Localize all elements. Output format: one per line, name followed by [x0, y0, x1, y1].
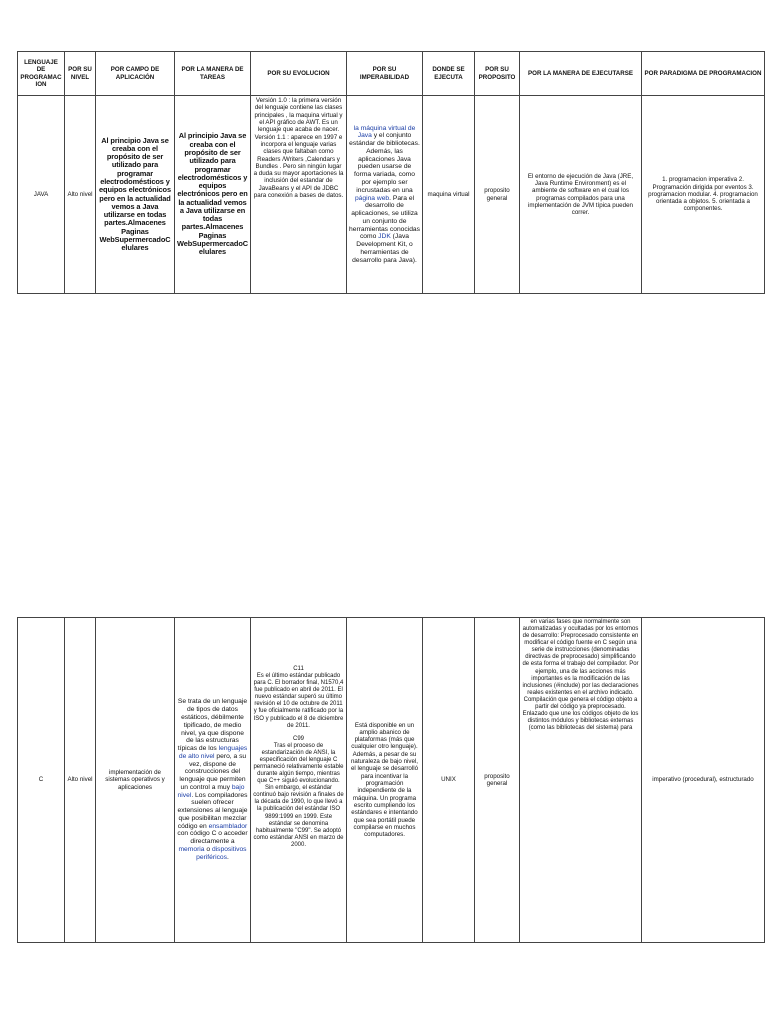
- header-manera: POR LA MANERA DE EJECUTARSE: [520, 52, 642, 96]
- link-bajo-nivel[interactable]: bajo nivel: [177, 783, 245, 799]
- c-row: [18, 618, 765, 943]
- java-imperabilidad: la máquina virtual de Java y el conjunto estándar de bibliotecas. Además, las aplicaciones Java pueden usarse de forma variada, como por ejemplo ser incrustadas en una página web. Para el desarrollo de aplicaciones, se utiliza un conjunto de herramientas conocidas como JDK (Java Development Kit, o herramientas de desarrollo para Java).: [347, 96, 423, 294]
- header-campo: POR CAMPO DE APLICACIÓN: [96, 52, 175, 96]
- header-row: [18, 52, 765, 96]
- java-manera: El entorno de ejecución de Java (JRE, Java Runtime Environment) es el ambiente de software en el cual los programas compilados para una implementación de JVM típica pueden correr.: [520, 96, 642, 294]
- c-tareas: Se trata de un lenguaje de tipos de datos estáticos, débilmente tipificado, de medio nivel, ya que dispone de las estructuras típicas de los lenguajes de alto nivel pero, a su vez, dispone de construcciones del lenguaje que permiten un control a muy bajo nivel. Los compiladores suelen ofrecer extensiones al lenguaje que posibilitan mezclar código en ensamblador con código C o acceder directamente a memoria o dispositivos periféricos.: [175, 618, 251, 943]
- c-evolucion: [251, 618, 347, 943]
- java-proposito: proposito general: [475, 96, 520, 294]
- header-ejecuta: DONDE SE EJECUTA: [423, 52, 475, 96]
- c-table: [17, 617, 765, 943]
- java-ejecuta: maquina virtual: [423, 96, 475, 294]
- c11-title: C11: [293, 666, 304, 672]
- link-dispositivos-perifericos[interactable]: dispositivos periféricos: [196, 846, 247, 861]
- header-lenguaje: LENGUAJE DE PROGRAMACION: [18, 52, 65, 96]
- link-ensamblador[interactable]: ensamblador: [208, 822, 248, 830]
- c-lenguaje: C: [18, 618, 65, 943]
- java-paradigma: 1. programacion imperativa 2. Programación dirigida por eventos 3. programacion modular. 4. programacion orientada a objetos. 5. orientada a componentes.: [642, 96, 765, 294]
- c-proposito: proposito general: [475, 618, 520, 943]
- header-nivel: POR SU NIVEL: [65, 52, 96, 96]
- java-evolucion: Versión 1.0 : la primera versión del lenguaje contiene las clases principales , la maquina virtual y el API gráfico de AWT. Es un lenguaje que acaba de nacer. Versión 1.1 : aparece en 1997 e incorpora el lenguaje varias clases que faltaban como Readers /Writers ,Calendars y Bundles . Pero sin ningún lugar a duda su mayor aportaciones la inclusión del estandar de JavaBeans y el API de JDBC para conexión a bases de datos.: [251, 96, 347, 294]
- header-tareas: POR LA MANERA DE TAREAS: [175, 52, 251, 96]
- c-imperabilidad: Está disponible en un amplio abanico de plataformas (más que cualquier otro lenguaje). Además, a pesar de su naturaleza de bajo nivel, el lenguaje se desarrolló para incentivar la programación independiente de la máquina. Un programa escrito cumpliendo los estándares e intentando que sea portátil puede compilarse en muchos computadores.: [347, 618, 423, 943]
- java-tareas: Al principio Java se creaba con el propósito de ser utilizado para programar electrodomésticos y equipos electrónicos pero en la actualidad vemos a Java utilizarse en todas partes.Almacenes Paginas WebSupermercadoCelulares: [175, 96, 251, 294]
- link-maquina-virtual[interactable]: la máquina virtual de Java: [353, 124, 416, 140]
- c-manera: en varias fases que normalmente son automatizadas y ocultadas por los entornos de desarrollo: Preprocesado consistente en modificar el código fuente en C según una serie de instrucciones (denominadas directivas de preprocesado) simplificando de esta forma el trabajo del compilador. Por ejemplo, una de las acciones más importantes es la modificación de las inclusiones (#include) por las declaraciones reales existentes en el archivo indicado. Compilación que genera el código objeto a partir del código ya preprocesado. Enlazado que une los códigos objeto de los distintos módulos y bibliotecas externas (como las bibliotecas del sistema) para: [520, 618, 642, 943]
- java-table: [17, 51, 765, 294]
- link-jdk[interactable]: JDK: [378, 233, 391, 241]
- c11-text: Es el último estándar publicado para C. El borrador final, N1570,4 fue publicado en abril de 2011. El nuevo estándar superó su último revisión el 10 de octubre de 2011 y fue oficialmente ratificado por la ISO y publicado el 8 de diciembre de 2011.: [253, 673, 344, 729]
- link-lenguajes-alto-nivel[interactable]: lenguajes de alto nivel: [178, 745, 248, 760]
- c-nivel: Alto nivel: [65, 618, 96, 943]
- c-paradigma: imperativo (procedural), estructurado: [642, 618, 765, 943]
- c99-title: C99: [292, 735, 304, 742]
- link-memoria[interactable]: memoria: [178, 846, 205, 853]
- header-evolucion: POR SU EVOLUCION: [251, 52, 347, 96]
- header-paradigma: POR PARADIGMA DE PROGRAMACION: [642, 52, 765, 96]
- java-row: [18, 96, 765, 294]
- java-campo: Al principio Java se creaba con el propósito de ser utilizado para programar electrodomésticos y equipos electrónicos pero en la actualidad vemos a Java utilizarse en todas partes.Almacenes Paginas WebSupermercadoCelulares: [96, 96, 175, 294]
- java-nivel: Alto nivel: [65, 96, 96, 294]
- c99-text: Tras el proceso de estandarización de ANSI, la especificación del lenguaje C permaneció relativamente estable durante algún tiempo, mientras que C++ siguió evolucionando. Sin embargo, el estándar continuó bajo revisión a finales de la década de 1990, lo que llevó a la publicación del estándar ISO 9899:1999 en 1999. Este estándar se denomina habitualmente "C99". Se adoptó como estándar ANSI en marzo de 2000.: [253, 742, 344, 848]
- c-campo: implementación de sistemas operativos y aplicaciones: [96, 618, 175, 943]
- header-proposito: POR SU PROPOSITO: [475, 52, 520, 96]
- header-imperabilidad: POR SU IMPERABILIDAD: [347, 52, 423, 96]
- c-ejecuta: UNIX: [423, 618, 475, 943]
- link-pagina-web[interactable]: página web: [354, 194, 390, 202]
- java-lenguaje: JAVA: [18, 96, 65, 294]
